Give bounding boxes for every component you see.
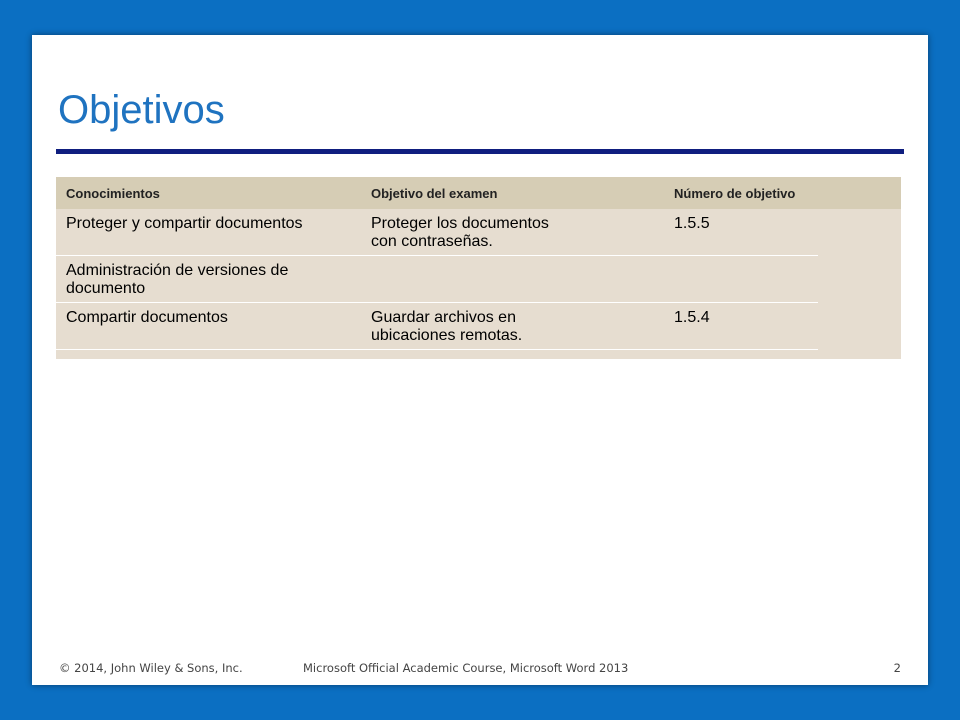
cell-skill: Administración de versiones de documento bbox=[66, 262, 289, 297]
cell-skill: Proteger y compartir documentos bbox=[66, 215, 303, 232]
title-divider bbox=[56, 149, 904, 154]
cell-objective: Guardar archivos en ubicaciones remotas. bbox=[371, 309, 523, 344]
footer-course-title: Microsoft Official Academic Course, Microsoft Word 2013 bbox=[303, 661, 629, 675]
header-objective: Objetivo del examen bbox=[371, 186, 498, 201]
table-row bbox=[56, 209, 818, 256]
slide-footer bbox=[32, 661, 928, 677]
table-row bbox=[56, 303, 818, 350]
cell-objective: Proteger los documentos con contraseñas. bbox=[371, 215, 549, 250]
footer-copyright: © 2014, John Wiley & Sons, Inc. bbox=[59, 661, 243, 675]
header-skill: Conocimientos bbox=[66, 186, 160, 201]
footer-page-number: 2 bbox=[893, 661, 901, 675]
table-row bbox=[56, 256, 818, 303]
slide-title: Objetivos bbox=[58, 88, 225, 132]
header-objective-number: Número de objetivo bbox=[674, 186, 796, 201]
slide bbox=[32, 35, 928, 685]
cell-number: 1.5.5 bbox=[674, 215, 710, 232]
objectives-table bbox=[56, 177, 901, 359]
cell-skill: Compartir documentos bbox=[66, 309, 228, 326]
table-header-row bbox=[56, 177, 901, 209]
cell-number: 1.5.4 bbox=[674, 309, 710, 326]
